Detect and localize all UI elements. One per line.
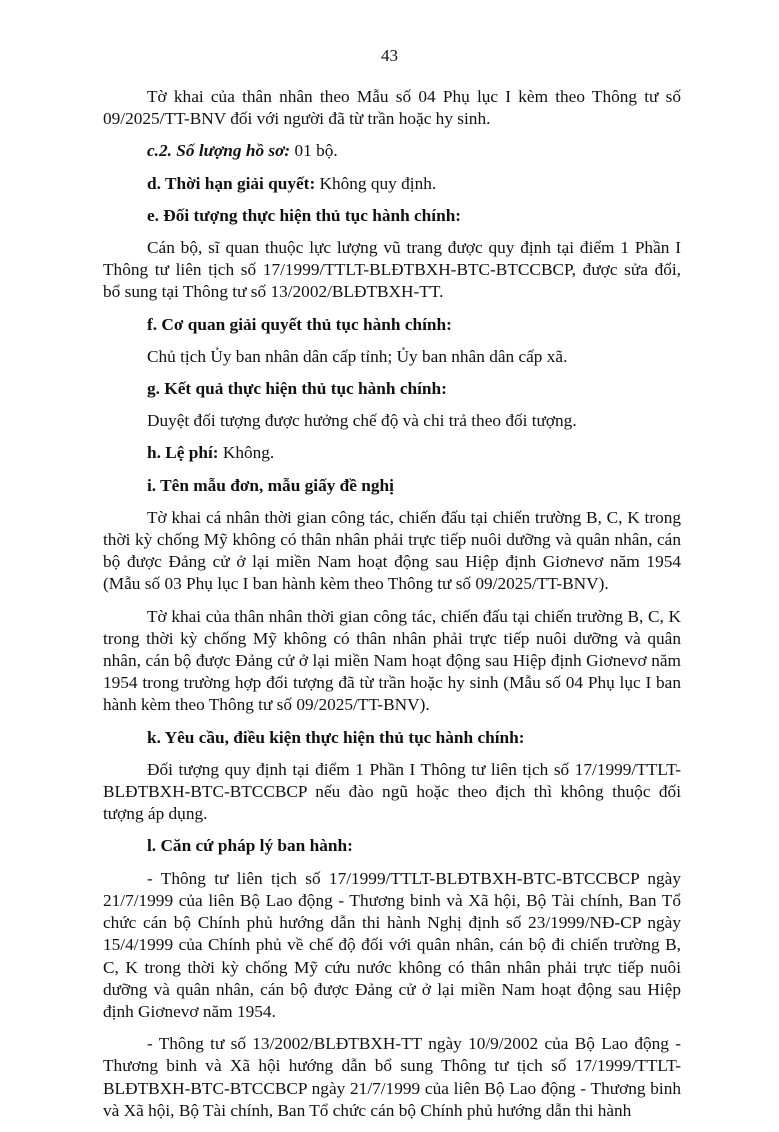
paragraph-form-04: Tờ khai của thân nhân theo Mẫu số 04 Phụ lục I kèm theo Thông tư số 09/2025/TT-BNV đối với người đã từ trần hoặc hy sinh. (103, 87, 681, 129)
section-d (103, 173, 681, 195)
section-k-heading: k. Yêu cầu, điều kiện thực hiện thủ tục hành chính: (147, 727, 525, 747)
section-g-text: Duyệt đối tượng được hưởng chế độ và chi trả theo đối tượng. (147, 411, 577, 431)
section-e-heading: e. Đối tượng thực hiện thủ tục hành chính: (147, 205, 462, 225)
section-c2-value: 01 bộ. (290, 141, 338, 161)
section-f-heading: f. Cơ quan giải quyết thủ tục hành chính: (147, 314, 452, 334)
page-number: 43 (381, 46, 398, 65)
section-c2-label: c.2. Số lượng hồ sơ: (147, 141, 291, 161)
section-i-text-1: Tờ khai cá nhân thời gian công tác, chiến đấu tại chiến trường B, C, K trong thời kỳ chống Mỹ không có thân nhân phải trực tiếp nuôi dưỡng và quân nhân, cán bộ được Đảng cử ở lại miền Nam hoạt động sau Hiệp định Giơnevơ năm 1954 (Mẫu số 03 Phụ lục I ban hành kèm theo Thông tư số 09/2025/TT-BNV). (103, 507, 681, 594)
section-l-text-1: - Thông tư liên tịch số 17/1999/TTLT-BLĐTBXH-BTC-BTCCBCP ngày 21/7/1999 của liên Bộ Lao động - Thương binh và Xã hội, Bộ Tài chính, Ban Tổ chức cán bộ Chính phủ hướng dẫn thi hành Nghị định số 23/1999/NĐ-CP ngày 15/4/1999 của Chính phủ về chế độ đối với quân nhân, cán bộ đi chiến trường B, C, K trong thời kỳ chống Mỹ cứu nước không có thân nhân phải trực tiếp nuôi dưỡng và quân nhân, cán bộ được Đảng cử ở lại miền Nam hoạt động sau Hiệp định Giơnevơ năm 1954. (103, 868, 681, 1021)
document-body (103, 86, 681, 1132)
section-g-heading: g. Kết quả thực hiện thủ tục hành chính: (147, 379, 447, 399)
section-i-heading: i. Tên mẫu đơn, mẫu giấy đề nghị (147, 475, 394, 495)
section-k-text: Đối tượng quy định tại điểm 1 Phần I Thông tư liên tịch số 17/1999/TTLT-BLĐTBXH-BTC-BTCCBCP nếu đào ngũ hoặc theo địch thì không thuộc đối tượng áp dụng. (103, 759, 681, 824)
section-h-label: h. Lệ phí: (147, 443, 219, 463)
section-h (103, 442, 681, 464)
section-f-text: Chủ tịch Ủy ban nhân dân cấp tỉnh; Ủy ban nhân dân cấp xã. (147, 346, 568, 366)
section-l-heading: l. Căn cứ pháp lý ban hành: (147, 836, 353, 856)
section-h-value: Không. (218, 443, 275, 463)
section-c2 (103, 140, 681, 162)
section-l-text-2: - Thông tư số 13/2002/BLĐTBXH-TT ngày 10/9/2002 của Bộ Lao động - Thương binh và Xã hội hướng dẫn bổ sung Thông tư tịch số 17/1999/TTLT-BLĐTBXH-BTC-BTCCBCP ngày 21/7/1999 của liên Bộ Lao động - Thương binh và Xã hội, Bộ Tài chính, Ban Tổ chức cán bộ Chính phủ hướng dẫn thi hành (103, 1034, 681, 1120)
section-d-label: d. Thời hạn giải quyết: (147, 173, 316, 193)
section-d-value: Không quy định. (315, 173, 437, 193)
section-i-text-2: Tờ khai của thân nhân thời gian công tác, chiến đấu tại chiến trường B, C, K trong thời kỳ chống Mỹ không có thân nhân phải trực tiếp nuôi dưỡng và quân nhân, cán bộ được Đảng cử ở lại miền Nam hoạt động sau Hiệp định Giơnevơ năm 1954 trong trường hợp đối tượng đã từ trần hoặc hy sinh (Mẫu số 04 Phụ lục I ban hành kèm theo Thông tư số 09/2025/TT-BNV). (103, 606, 681, 715)
section-e-text: Cán bộ, sĩ quan thuộc lực lượng vũ trang được quy định tại điểm 1 Phần I Thông tư liên tịch số 17/1999/TTLT-BLĐTBXH-BTC-BTCCBCP, được sửa đổi, bổ sung tại Thông tư số 13/2002/BLĐTBXH-TT. (103, 238, 681, 302)
